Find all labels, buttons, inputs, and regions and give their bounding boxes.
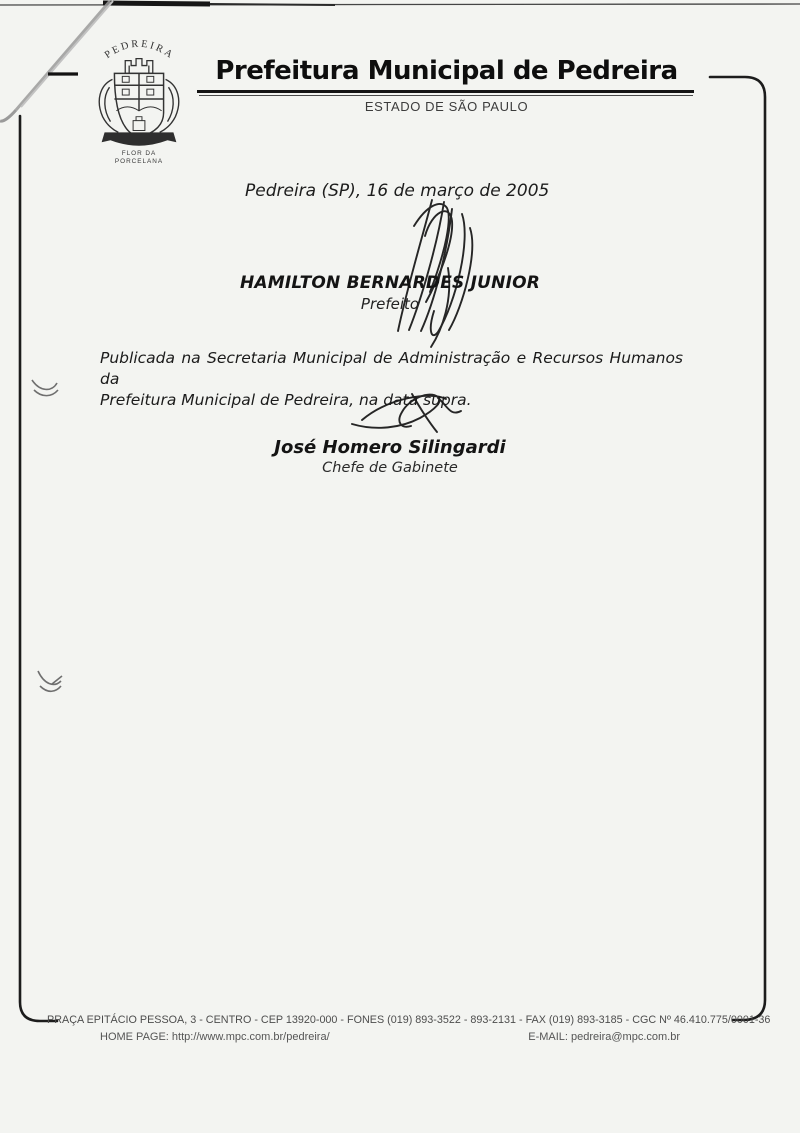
fold-crease-tail [0,110,16,121]
publication-line-1: Publicada na Secretaria Municipal de Administração e Recursos Humanos da [100,349,683,388]
title-underline-thick [197,90,694,93]
signer-name-mayor: HAMILTON BERNARDES JUNIOR [239,273,541,293]
document-title: Prefeitura Municipal de Pedreira [215,56,678,86]
crest-motto-line2: PORCELANA [114,157,164,165]
signer-title-chief: Chefe de Gabinete [322,460,458,476]
scan-top-edge [0,4,800,5]
pen-mark-1 [32,380,58,396]
crest-banner [102,132,177,145]
signature-block-chief [228,437,552,476]
crest-crown [125,59,153,74]
pen-mark-2 [38,671,62,691]
signer-title-mayor: Prefeito [360,295,420,313]
crest-arc-text: PEDREIRA [102,38,177,62]
crest-motto-line1: FLOR DA [121,150,157,158]
footer-contact-line [100,1031,680,1043]
scan-top-edge-mid [210,4,335,5]
footer-address-line: PRAÇA EPITÁCIO PESSOA, 3 - CENTRO - CEP 13920-000 - FONES (019) 893-3522 - 893-2131 - FAX (019) 893-3185 - CGC Nº 46.410.775/0001-36 [47,1014,771,1026]
signer-name-chief: José Homero Silingardi [274,437,506,458]
signature-block-mayor [228,273,552,313]
footer-email: E-MAIL: pedreira@mpc.com.br [528,1031,680,1043]
date-line: Pedreira (SP), 16 de março de 2005 [245,181,550,201]
city-crest [80,26,198,170]
left-border-bracket [20,116,57,1021]
publication-paragraph [100,348,683,411]
scan-top-edge-dark [103,3,210,4]
document-subtitle: ESTADO DE SÃO PAULO [364,99,529,114]
crest-shield [114,73,163,137]
title-underline-thin [199,95,693,96]
publication-line-2: Prefeitura Municipal de Pedreira, na data supra. [100,391,472,409]
footer-homepage: HOME PAGE: http://www.mpc.com.br/pedreira/ [100,1031,330,1043]
right-border-bracket [710,77,765,1020]
